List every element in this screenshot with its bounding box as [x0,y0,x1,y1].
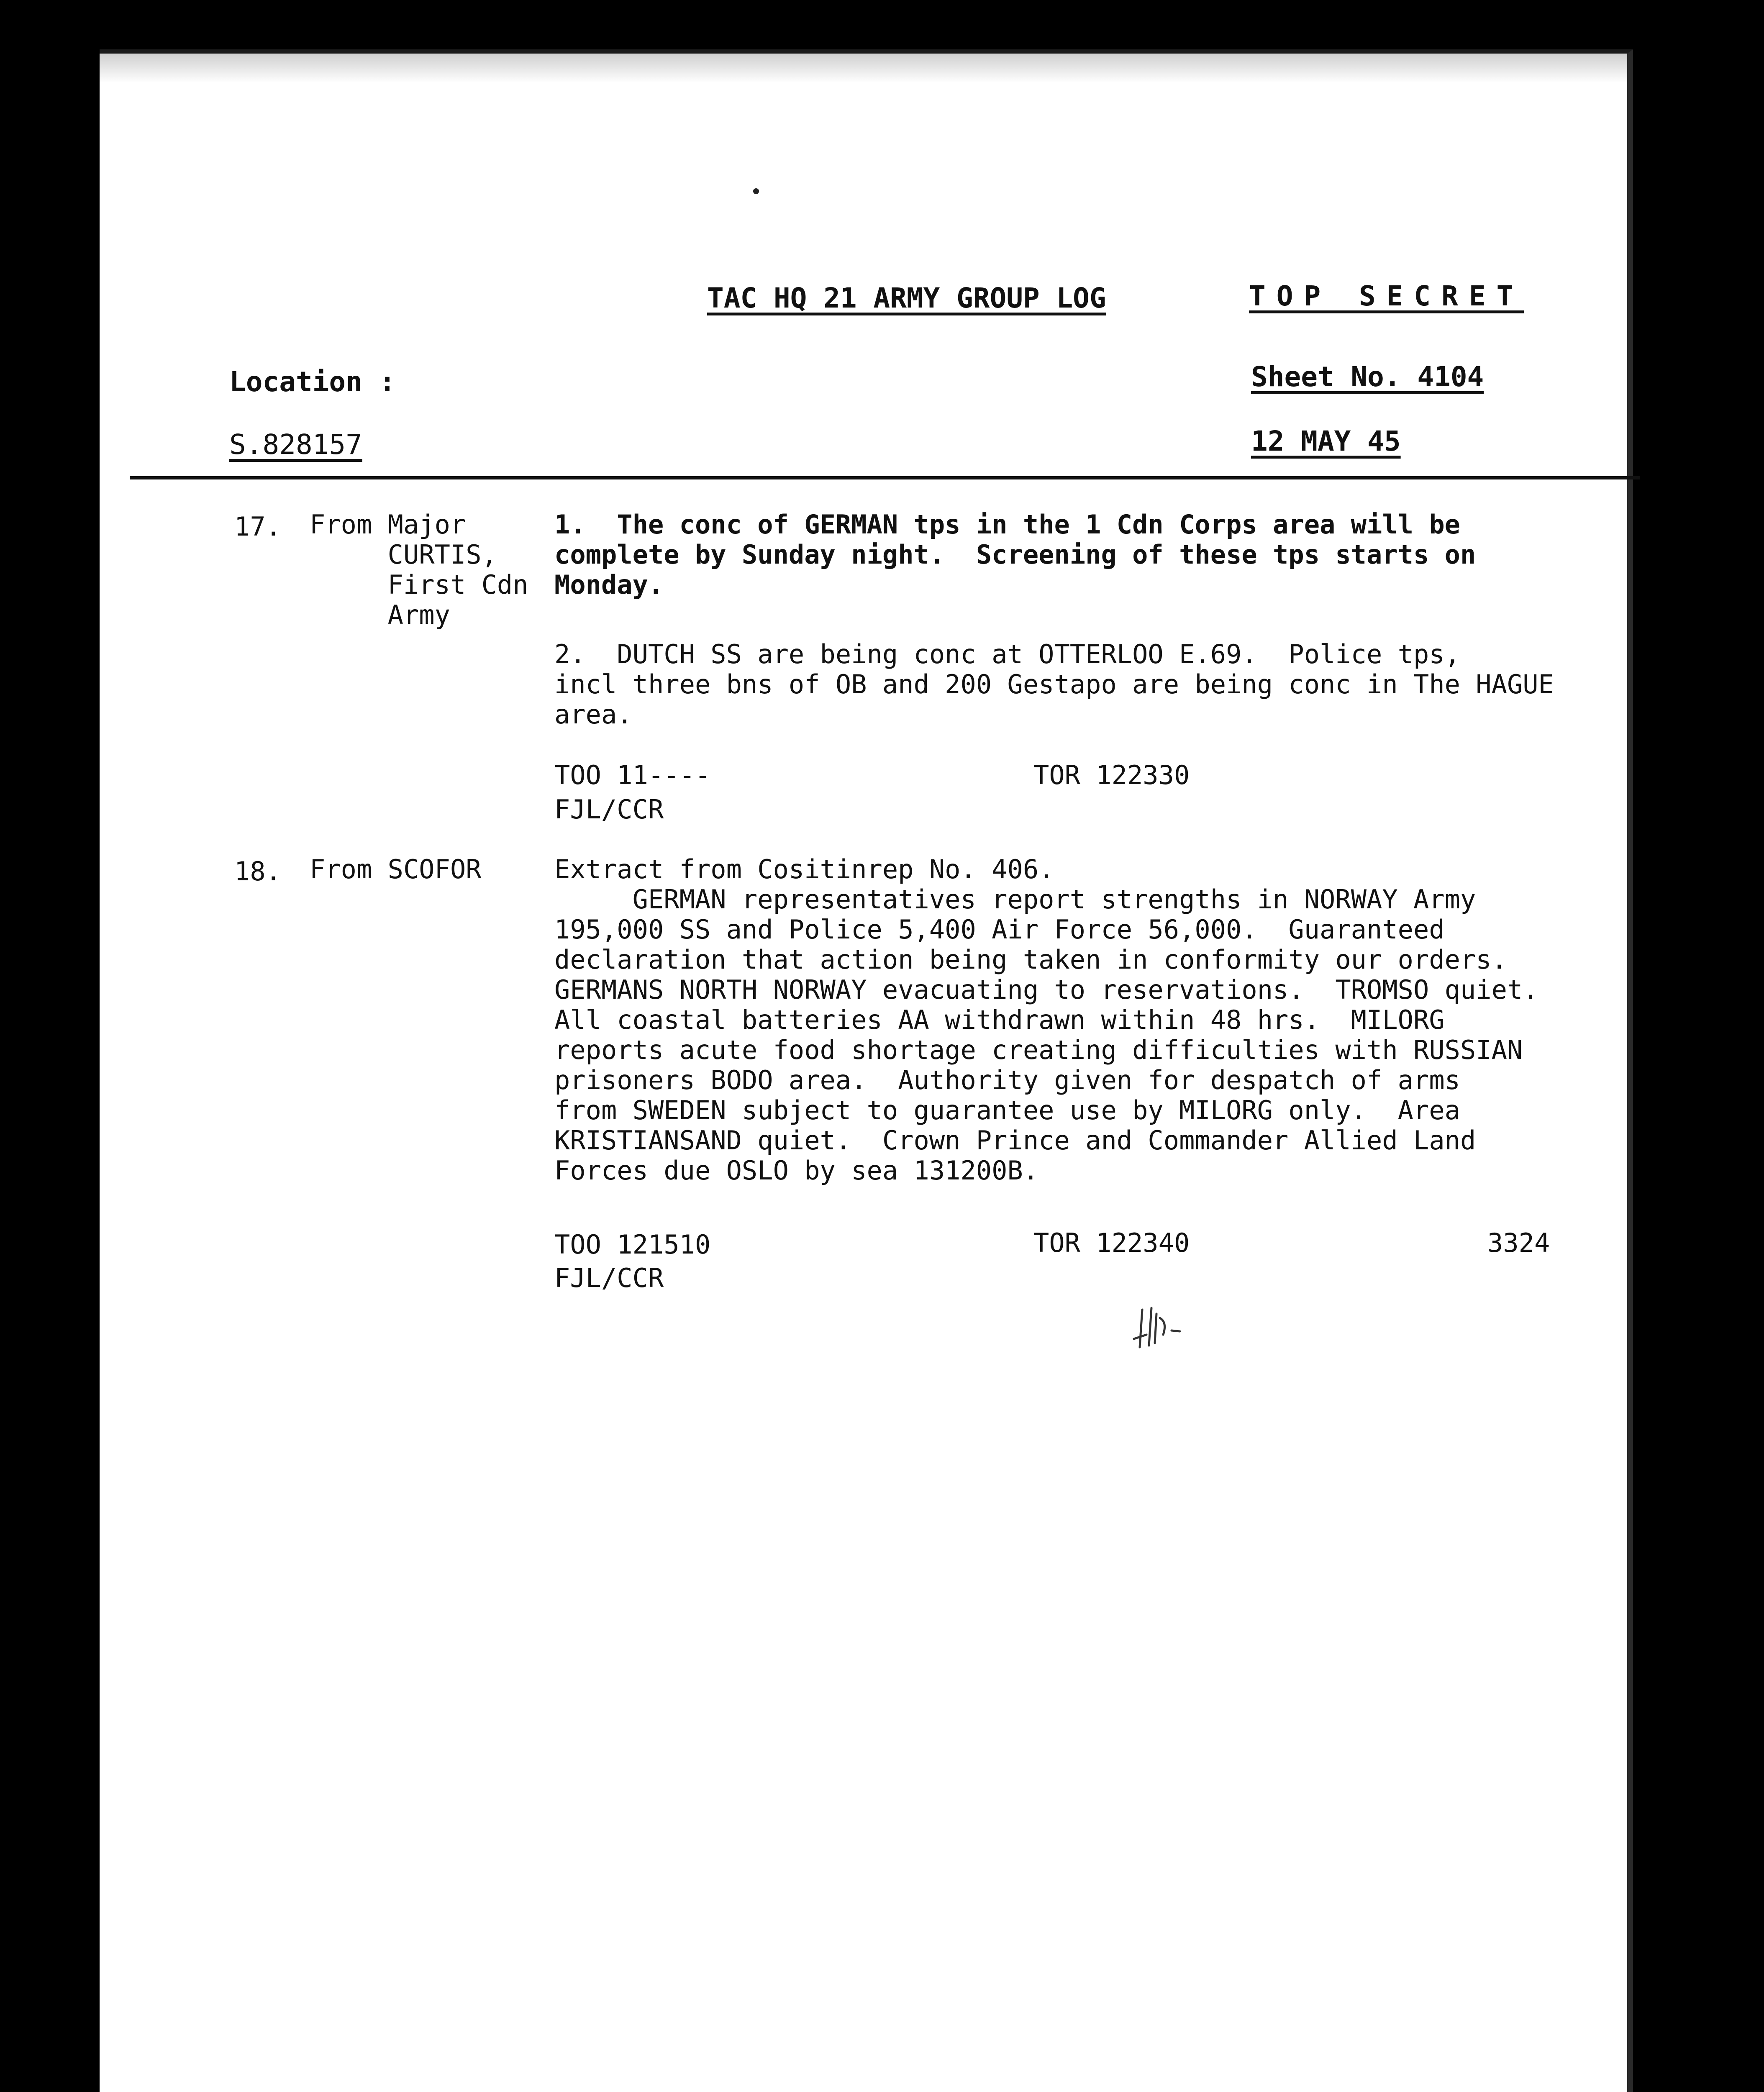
time-of-origin: TOO 11---- [554,760,711,790]
operator-initials: FJL/CCR [554,794,664,825]
entry-paragraph: 2. DUTCH SS are being conc at OTTERLOO E.69. Police tps, incl three bns of OB and 200 Gestapo are being conc in The HAGUE area. [554,639,1554,730]
entry-number: 18. [234,856,281,887]
paper-top-shadow [100,54,1627,83]
message-reference: 3324 [1487,1228,1550,1258]
entry-paragraph: Extract from Cositinrep No. 406. GERMAN representatives report strengths in NORWAY Army 195,000 SS and Police 5,400 Air Force 56,000. Guaranteed declaration that action being taken in conformity our orders. GERMANS NORTH NORWAY evacuating to reservations. TROMSO quiet. All coastal batteries AA withdrawn within 48 hrs. MILORG reports acute food shortage creating difficulties with RUSSIAN prisoners BODO area. Authority given for despatch of arms from SWEDEN subject to guarantee use by MILORG only. Area KRISTIANSAND quiet. Crown Prince and Commander Allied Land Forces due OSLO by sea 131200B. [554,854,1538,1186]
sheet-number: Sheet No. 4104 [1251,361,1484,393]
location-reference: S.828157 [229,428,362,461]
entry-sender: From SCOFOR [310,854,482,884]
log-date: 12 MAY 45 [1251,425,1401,457]
entry-sender: From Major CURTIS, First Cdn Army [310,509,528,630]
header-divider [130,476,1640,479]
time-of-receipt: TOR 122340 [1033,1228,1190,1258]
handwritten-initials [1130,1305,1197,1351]
classification-label: TOP SECRET [1249,280,1524,312]
entry-paragraph: 1. The conc of GERMAN tps in the 1 Cdn Corps area will be complete by Sunday night. Screening of these tps starts on Monday. [554,509,1476,600]
location-label: Location : [229,366,396,398]
entry-number: 17. [234,511,281,542]
operator-initials: FJL/CCR [554,1263,664,1293]
ink-speck [753,188,759,194]
time-of-origin: TOO 121510 [554,1229,711,1260]
log-title: TAC HQ 21 ARMY GROUP LOG [707,282,1106,314]
time-of-receipt: TOR 122330 [1033,760,1190,790]
